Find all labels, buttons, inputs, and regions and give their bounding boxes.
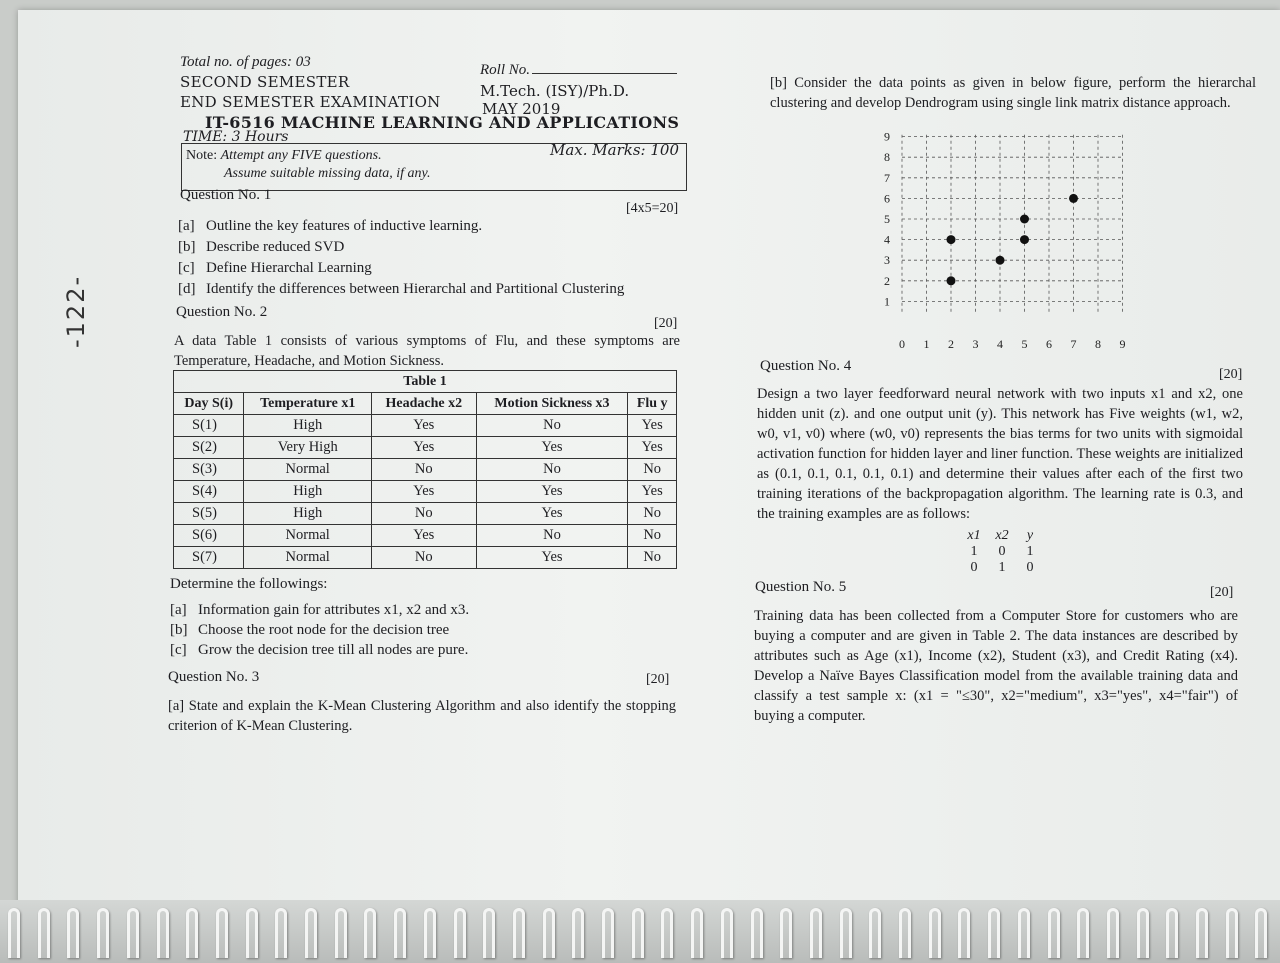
data-point: [947, 276, 956, 285]
table-cell: Very High: [244, 437, 371, 459]
table-column-header: Temperature x1: [244, 393, 371, 415]
table-cell: Yes: [628, 437, 677, 459]
binding-coil: [1196, 908, 1208, 958]
table-cell: S(7): [174, 547, 244, 569]
page-count: Total no. of pages: 03: [180, 54, 311, 70]
max-marks: Max. Marks: 100: [550, 141, 680, 159]
handwritten-note: -122-: [62, 274, 90, 348]
binding-coil: [1226, 908, 1238, 958]
q4-title: Question No. 4: [760, 358, 852, 374]
table-cell: No: [628, 459, 677, 481]
q2-items: [170, 602, 670, 662]
binding-coil: [275, 908, 287, 958]
binding-coil: [246, 908, 258, 958]
table-cell: No: [371, 547, 476, 569]
table-cell: Normal: [244, 547, 371, 569]
q3-marks: [20]: [646, 672, 670, 687]
x-tick-label: 5: [1021, 337, 1028, 351]
q5-marks: [20]: [1210, 585, 1234, 600]
table-cell: Yes: [476, 437, 628, 459]
binding-coil: [1107, 908, 1119, 958]
program: M.Tech. (ISY)/Ph.D.: [480, 82, 630, 100]
table-row: [174, 503, 677, 525]
note-box: [181, 143, 687, 191]
binding-coil: [305, 908, 317, 958]
table-cell: Yes: [476, 547, 628, 569]
q2-item: [a] Information gain for attributes x1, x2 and x3.: [170, 602, 470, 618]
table-cell: Yes: [371, 415, 476, 437]
y-tick-label: 4: [884, 232, 890, 247]
table-caption: Table 1: [174, 371, 677, 393]
x-tick-label: 8: [1095, 337, 1101, 351]
q1-item: [c] Define Hierarchal Learning: [178, 260, 372, 276]
q2-marks: [20]: [654, 316, 678, 331]
binding-coil: [780, 908, 792, 958]
binding-coil: [751, 908, 763, 958]
q1-title: Question No. 1: [180, 187, 272, 203]
table-column-header: Day S(i): [174, 393, 244, 415]
x-tick-label: 2: [948, 337, 954, 351]
data-point: [1020, 215, 1029, 224]
examples-header: x1 x2 y: [967, 528, 1034, 543]
table-cell: Yes: [371, 525, 476, 547]
q4-text: Design a two layer feedforward neural network with two inputs x1 and x2, one hidden unit (z). and one output unit (y). This network has Five weights (w1, w2, w0, v1, v0) where (w0, v0) represents the bias terms for two units with sigmoidal activation function for hidden layer and liner function. These weights are initialized as (0.1, 0.1, 0.1, 0.1, 0.1) and determine their values after each of the first two training iterations of the backpropagation algorithm. The learning rate is 0.3, and the training examples are as follows:: [757, 386, 1243, 522]
binding-coil: [67, 908, 79, 958]
y-tick-label: 3: [884, 253, 890, 268]
table-cell: S(5): [174, 503, 244, 525]
binding-coil: [8, 908, 20, 958]
table-cell: No: [476, 525, 628, 547]
table-cell: Yes: [628, 415, 677, 437]
table-row: [174, 481, 677, 503]
q2-title: Question No. 2: [176, 304, 268, 320]
data-point: [1069, 194, 1078, 203]
binding-coil: [988, 908, 1000, 958]
examples-row: 0 1 0: [970, 560, 1034, 575]
table-cell: High: [244, 481, 371, 503]
table-cell: Normal: [244, 525, 371, 547]
table-cell: No: [628, 547, 677, 569]
q1-marks: [4x5=20]: [626, 201, 679, 216]
binding-coil: [632, 908, 644, 958]
binding-coil: [424, 908, 436, 958]
table-header-row: [174, 393, 677, 415]
table-cell: High: [244, 503, 371, 525]
binding-coil: [1018, 908, 1030, 958]
table-cell: No: [371, 459, 476, 481]
exam-date: MAY 2019: [482, 100, 561, 118]
binding-coil: [38, 908, 50, 958]
table-row: [174, 459, 677, 481]
binding-coil: [602, 908, 614, 958]
binding-coil: [899, 908, 911, 958]
binding-coil: [127, 908, 139, 958]
binding-coil: [661, 908, 673, 958]
table-column-header: Flu y: [628, 393, 677, 415]
binding-coil: [394, 908, 406, 958]
binding-coil: [869, 908, 881, 958]
q2-intro: A data Table 1 consists of various symptoms of Flu, and these symptoms are Temperature, Headache, and Motion Sickness.: [174, 333, 680, 369]
examples-row: 1 0 1: [970, 544, 1034, 559]
binding-coil: [186, 908, 198, 958]
x-tick-label: 9: [1119, 337, 1126, 351]
binding-coil: [483, 908, 495, 958]
data-point: [996, 256, 1005, 265]
scatter-plot: [860, 132, 1140, 354]
table-cell: No: [476, 415, 628, 437]
exam-time: TIME: 3 Hours: [183, 129, 289, 145]
q1-item: [a] Outline the key features of inductive learning.: [178, 218, 483, 234]
q1-item: [d] Identify the differences between Hierarchal and Partitional Clustering: [178, 281, 625, 297]
y-tick-label: 1: [884, 294, 890, 309]
training-examples: [957, 528, 1047, 576]
q4-marks: [20]: [1219, 367, 1243, 382]
q1-items: [178, 218, 648, 302]
table-column-header: Headache x2: [371, 393, 476, 415]
table-cell: No: [371, 503, 476, 525]
table-row: [174, 525, 677, 547]
q3-item-a: [a] State and explain the K-Mean Clustering Algorithm and also identify the stopping criterion of K-Mean Clustering.: [168, 698, 676, 734]
table-cell: Yes: [476, 503, 628, 525]
x-tick-label: 0: [899, 337, 905, 351]
table-cell: High: [244, 415, 371, 437]
binding-coil: [97, 908, 109, 958]
binding-coil: [216, 908, 228, 958]
table-cell: S(4): [174, 481, 244, 503]
table-cell: S(6): [174, 525, 244, 547]
binding-coil: [157, 908, 169, 958]
plot-x-ticks: [899, 337, 1126, 351]
x-tick-label: 6: [1046, 337, 1052, 351]
exam-title: END SEMESTER EXAMINATION: [180, 93, 441, 111]
y-tick-label: 2: [884, 273, 890, 288]
roll-label: Roll No.: [480, 62, 677, 79]
binding-coil: [513, 908, 525, 958]
table-row: [174, 415, 677, 437]
table-cell: No: [476, 459, 628, 481]
binding-coil: [1255, 908, 1267, 958]
binding-coil: [454, 908, 466, 958]
x-tick-label: 1: [923, 337, 930, 351]
q3-item-b: [b] Consider the data points as given in below figure, perform the hierarchal clustering and develop Dendrogram using single link matrix distance approach.: [770, 75, 1256, 111]
table-cell: Yes: [476, 481, 628, 503]
table-cell: S(3): [174, 459, 244, 481]
binding-coil: [958, 908, 970, 958]
table-cell: S(1): [174, 415, 244, 437]
binding-coil: [929, 908, 941, 958]
table-row: [174, 437, 677, 459]
table-cell: Yes: [628, 481, 677, 503]
binding-coil: [1048, 908, 1060, 958]
binding-coil: [691, 908, 703, 958]
y-tick-label: 9: [884, 132, 890, 144]
binding-coil: [1137, 908, 1149, 958]
data-point: [1020, 235, 1029, 244]
binding-coil: [1166, 908, 1178, 958]
binding-coil: [364, 908, 376, 958]
table-cell: No: [628, 525, 677, 547]
table-row: [174, 547, 677, 569]
binding-coil: [721, 908, 733, 958]
note-line-1: Note: Attempt any FIVE questions.: [186, 148, 382, 163]
binding-coil: [543, 908, 555, 958]
plot-y-ticks: [884, 132, 890, 308]
table-cell: Yes: [371, 481, 476, 503]
q1-item: [b] Describe reduced SVD: [178, 239, 345, 255]
table-cell: Yes: [371, 437, 476, 459]
data-point: [947, 235, 956, 244]
table-cell: Normal: [244, 459, 371, 481]
course-title: IT-6516 MACHINE LEARNING AND APPLICATIONS: [205, 113, 680, 132]
x-tick-label: 4: [997, 337, 1003, 351]
binding-coil: [810, 908, 822, 958]
x-tick-label: 7: [1070, 337, 1077, 351]
semester: SECOND SEMESTER: [180, 73, 350, 91]
table-cell: S(2): [174, 437, 244, 459]
q3-title: Question No. 3: [168, 669, 260, 685]
binding-coil: [572, 908, 584, 958]
plot-grid: [902, 132, 1123, 311]
table-column-header: Motion Sickness x3: [476, 393, 628, 415]
q5-title: Question No. 5: [755, 579, 847, 595]
note-line-2: Assume suitable missing data, if any.: [224, 166, 431, 181]
x-tick-label: 3: [972, 337, 979, 351]
y-tick-label: 8: [884, 150, 890, 165]
q5-text: Training data has been collected from a Computer Store for customers who are buying a computer and are given in Table 2. The data instances are described by attributes such as Age (x1), Income (x2), Student (x3), and Credit Rating (x4). Develop a Naïve Bayes Classification model from the available training data and classify a test sample x: (x1 = "≤30", x2="medium", x3="yes", x4="fair") of buying a computer.: [754, 608, 1238, 724]
binding-coil: [335, 908, 347, 958]
binding-coil: [840, 908, 852, 958]
flu-table: [173, 370, 677, 569]
q2-item: [b] Choose the root node for the decision tree: [170, 622, 450, 638]
y-tick-label: 6: [884, 191, 890, 206]
q2-item: [c] Grow the decision tree till all nodes are pure.: [170, 642, 469, 658]
q2-determine: Determine the followings:: [170, 576, 328, 592]
y-tick-label: 5: [884, 212, 890, 226]
table-cell: No: [628, 503, 677, 525]
binding-coil: [1077, 908, 1089, 958]
y-tick-label: 7: [884, 170, 890, 185]
